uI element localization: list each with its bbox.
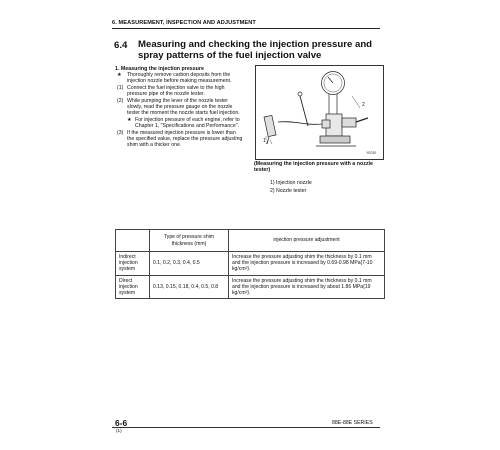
procedure-text bbox=[117, 72, 243, 149]
table-cell: Direct injection system bbox=[116, 275, 150, 299]
table-row bbox=[116, 275, 385, 299]
table-cell: 0.1, 0.2, 0.3, 0.4, 0.5 bbox=[150, 252, 229, 276]
page-revision: (1) bbox=[116, 428, 122, 433]
figure-callout: 2 bbox=[362, 102, 365, 108]
section-number: 6.4 bbox=[114, 40, 128, 51]
figure-caption: (Measuring the injection pressure with a nozzle tester) bbox=[254, 161, 373, 174]
procedure-row-note bbox=[117, 117, 243, 130]
procedure-row bbox=[117, 85, 243, 98]
figure-callout: 1 bbox=[263, 138, 266, 144]
section-title: Measuring and checking the injection pressure and spray patterns of the fuel injection valve bbox=[138, 39, 373, 61]
item-title: 1. Measuring the injection pressure bbox=[115, 66, 204, 72]
table-header-cell bbox=[116, 230, 150, 252]
procedure-row bbox=[117, 98, 243, 117]
table-cell: Increase the pressure adjusting shim the thickness by 0.1 mm and the injection pressure is increased by 0.69-0.98 MPa{7-10 kg/cm²}. bbox=[229, 252, 385, 276]
nozzle-tester-illustration bbox=[256, 66, 383, 159]
row-marker: ★ bbox=[127, 116, 132, 123]
series-label: 88E-88E SERIES bbox=[332, 420, 373, 426]
page-number: 6-6 bbox=[115, 418, 128, 428]
row-text: For injection pressure of each engine, refer to Chapter 1, "Specifications and Performance". bbox=[135, 116, 240, 130]
shim-spec-table bbox=[115, 229, 385, 299]
row-marker: (3) bbox=[117, 129, 124, 136]
table-cell: Indirect injection system bbox=[116, 252, 150, 276]
table-header-cell: Type of pressure shim thickness (mm) bbox=[150, 230, 229, 252]
tester-lever-icon bbox=[300, 96, 308, 126]
footer-rule bbox=[112, 427, 380, 428]
table-row bbox=[116, 252, 385, 276]
table-header-row bbox=[116, 230, 385, 252]
row-text: Connect the fuel injection valve to the high pressure pipe of the nozzle tester. bbox=[127, 84, 225, 98]
nozzle-tester-figure bbox=[255, 65, 384, 160]
row-marker: (2) bbox=[117, 97, 124, 104]
row-text: While pumping the lever of the nozzle tester slowly, read the pressure gauge on the nozzle tester the moment the nozzle starts fuel injection. bbox=[127, 97, 240, 117]
row-marker: ★ bbox=[117, 72, 122, 78]
legend-item: 2) Nozzle tester bbox=[270, 187, 307, 194]
table-cell: Increase the pressure adjusting shim the thickness by 0.1 mm and the injection pressure is increased by about 1.86 MPa{19 kg/cm²}. bbox=[229, 275, 385, 299]
table-header-cell: injection pressure adjustment bbox=[229, 230, 385, 252]
row-marker: (1) bbox=[117, 84, 124, 91]
procedure-row bbox=[117, 72, 243, 85]
chapter-header: 6. MEASUREMENT, INSPECTION AND ADJUSTMENT bbox=[112, 20, 256, 26]
high-pressure-pipe-icon bbox=[278, 122, 322, 125]
figure-code: YE030 bbox=[366, 151, 377, 155]
row-text: Thoroughly remove carbon deposits from the injection nozzle before making measurement. bbox=[127, 72, 232, 85]
figure-legend bbox=[270, 180, 312, 195]
row-text: If the measured injection pressure is lower than the specified value, replace the pressure adjusting shim with a thicker one. bbox=[127, 129, 243, 149]
procedure-row bbox=[117, 130, 243, 149]
injection-nozzle-icon bbox=[264, 115, 276, 136]
table-cell: 0.13, 0.15, 0.18, 0.4, 0.5, 0.8 bbox=[150, 275, 229, 299]
legend-item: 1) Injection nozzle bbox=[270, 180, 312, 186]
header-rule bbox=[112, 28, 380, 29]
